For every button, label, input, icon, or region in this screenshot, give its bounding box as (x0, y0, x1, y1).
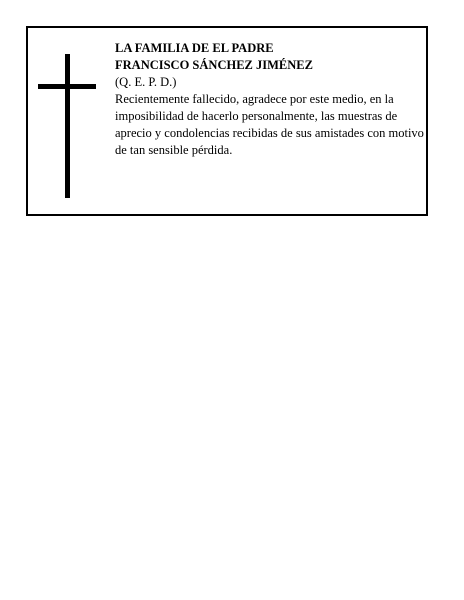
notice-text (115, 40, 425, 159)
obituary-notice (26, 26, 428, 216)
heading-family: LA FAMILIA DE EL PADRE (115, 41, 274, 55)
heading-deceased-name: FRANCISCO SÁNCHEZ JIMÉNEZ (115, 58, 313, 72)
condolence-message: Recientemente fallecido, agradece por este medio, en la imposibilidad de hacerlo personalmente, las muestras de aprecio y condolencias recibidas de sus amistades con motivo de tan sensible pérdida. (115, 92, 424, 157)
qepd-text: (Q. E. P. D.) (115, 75, 177, 89)
cross-icon (38, 54, 96, 200)
cross-horizontal-bar (38, 84, 96, 89)
cross-vertical-bar (65, 54, 70, 198)
